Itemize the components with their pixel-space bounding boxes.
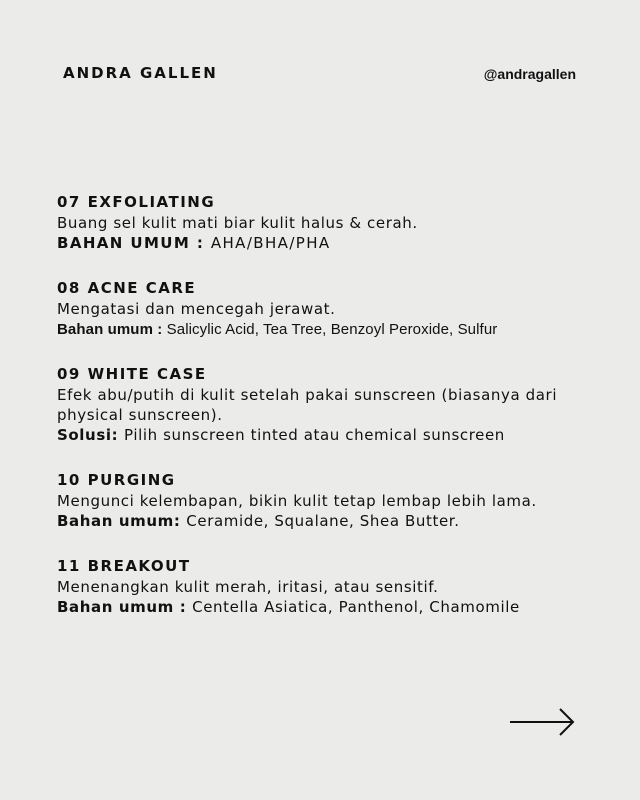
item-note-value: AHA/BHA/PHA xyxy=(210,234,331,252)
item-note xyxy=(57,425,602,446)
brand-name: ANDRA GALLEN xyxy=(63,64,218,82)
item-note-label: Bahan umum : xyxy=(57,321,167,338)
list-item-purging xyxy=(57,470,602,532)
list-item-white-case xyxy=(57,364,602,446)
list-item-acne-care xyxy=(57,278,602,340)
social-handle: @andragallen xyxy=(483,66,576,82)
list-item-breakout xyxy=(57,556,602,618)
item-title: 10 PURGING xyxy=(57,471,176,489)
item-title: 09 WHITE CASE xyxy=(57,365,207,383)
item-description: Menenangkan kulit merah, iritasi, atau sensitif. xyxy=(57,578,439,596)
item-note-value: Pilih sunscreen tinted atau chemical sunscreen xyxy=(124,426,505,444)
item-note xyxy=(57,319,602,340)
item-note-label: Bahan umum: xyxy=(57,512,187,530)
item-title: 07 EXFOLIATING xyxy=(57,193,216,211)
item-note-value: Salicylic Acid, Tea Tree, Benzoyl Peroxide, Sulfur xyxy=(166,321,498,338)
item-note-value: Ceramide, Squalane, Shea Butter. xyxy=(186,512,460,530)
item-note-label: Bahan umum : xyxy=(57,598,193,616)
glossary-list xyxy=(57,192,602,642)
item-title: 11 BREAKOUT xyxy=(57,557,191,575)
item-description: Mengatasi dan mencegah jerawat. xyxy=(57,300,336,318)
arrow-right-icon[interactable] xyxy=(508,706,578,738)
item-description: Mengunci kelembapan, bikin kulit tetap lembap lebih lama. xyxy=(57,492,537,510)
list-item-exfoliating xyxy=(57,192,602,254)
item-title: 08 ACNE CARE xyxy=(57,279,197,297)
item-note-label: BAHAN UMUM : xyxy=(57,234,211,252)
item-note xyxy=(57,597,602,618)
item-note-value: Centella Asiatica, Panthenol, Chamomile xyxy=(192,598,520,616)
item-description: Buang sel kulit mati biar kulit halus & cerah. xyxy=(57,214,418,232)
item-note xyxy=(57,511,602,532)
item-description: Efek abu/putih di kulit setelah pakai sunscreen (biasanya dari physical sunscreen). xyxy=(57,386,558,424)
item-note xyxy=(57,233,602,254)
item-note-label: Solusi: xyxy=(57,426,125,444)
